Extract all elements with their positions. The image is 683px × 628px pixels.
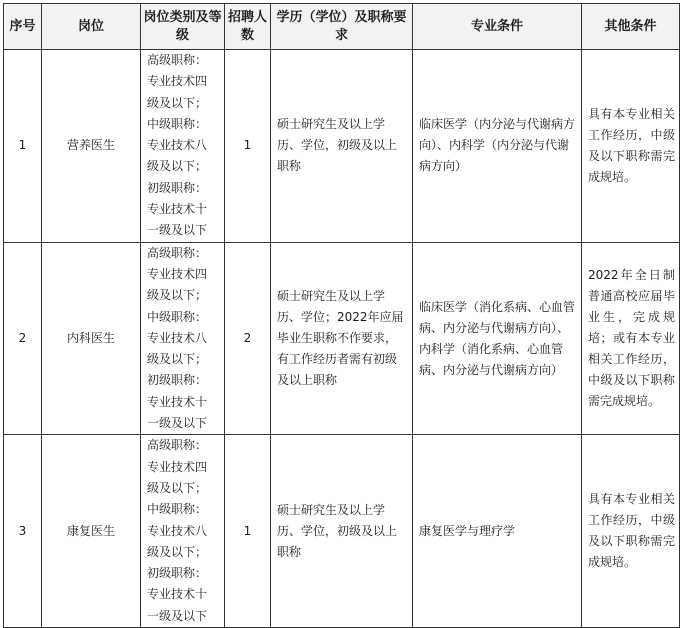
row-other: 2022年全日制普通高校应届毕业生，完成规培；或有本专业相关工作经历，中级及以下职称需完成规培。 [582,242,680,435]
row-count: 1 [225,50,271,243]
grade-line: 高级职称： [147,53,208,67]
grade-line: 中级职称： [147,309,208,324]
row-no: 2 [4,242,42,435]
header-education: 学历（学位）及职称要求 [271,4,413,50]
header-row [4,4,680,50]
row-education: 硕士研究生及以上学历、学位，初级及以上职称 [271,50,413,243]
header-position: 岗位 [42,4,141,50]
grade-line: 专业技术四 [147,74,208,89]
grade-line: 专业技术八 [147,138,208,153]
header-grade: 岗位类别及等级 [141,4,225,50]
table-row [4,435,680,628]
grade-line: 初级职称： [147,180,208,195]
recruitment-table [3,3,680,628]
row-position: 内科医生 [42,242,141,435]
grade-line: 专业技术四 [147,459,208,474]
grade-line: 专业技术十 [147,394,208,409]
header-count: 招聘人数 [225,4,271,50]
grade-line: 专业技术八 [147,523,208,538]
grade-line: 专业技术四 [147,266,208,281]
row-grade [141,435,225,628]
row-other: 具有本专业相关工作经历，中级及以下职称需完成规培。 [582,50,680,243]
row-position: 营养医生 [42,50,141,243]
grade-line: 中级职称： [147,116,208,131]
grade-line: 中级职称： [147,502,208,517]
grade-line: 专业技术八 [147,330,208,345]
grade-line: 级及以下； [147,159,208,174]
row-grade [141,242,225,435]
grade-line: 级及以下； [147,352,208,367]
row-position: 康复医生 [42,435,141,628]
grade-line: 一级及以下 [147,608,208,623]
row-grade [141,50,225,243]
header-no: 序号 [4,4,42,50]
row-major: 临床医学（内分泌与代谢病方向）、内科学（内分泌与代谢病方向） [413,50,582,243]
grade-line: 一级及以下 [147,416,208,431]
row-no: 3 [4,435,42,628]
grade-line: 级及以下； [147,288,208,303]
row-no: 1 [4,50,42,243]
grade-line: 高级职称： [147,438,208,453]
row-count: 1 [225,435,271,628]
grade-line: 专业技术十 [147,202,208,217]
grade-line: 初级职称： [147,566,208,581]
grade-line: 高级职称： [147,245,208,260]
grade-line: 一级及以下 [147,223,208,238]
row-education: 硕士研究生及以上学历、学位；2022年应届毕业生职称不作要求，有工作经历者需有初级及以上职称 [271,242,413,435]
row-other: 具有本专业相关工作经历，中级及以下职称需完成规培。 [582,435,680,628]
row-major: 康复医学与理疗学 [413,435,582,628]
grade-line: 专业技术十 [147,587,208,602]
grade-line: 级及以下； [147,95,208,110]
grade-line: 初级职称： [147,373,208,388]
grade-line: 级及以下； [147,480,208,495]
row-major: 临床医学（消化系病、心血管病、内分泌与代谢病方向）、内科学（消化系病、心血管病、内分泌与代谢病方向） [413,242,582,435]
grade-line: 级及以下； [147,544,208,559]
header-other: 其他条件 [582,4,680,50]
table-row [4,242,680,435]
row-count: 2 [225,242,271,435]
table-row [4,50,680,243]
row-education: 硕士研究生及以上学历、学位，初级及以上职称 [271,435,413,628]
header-major: 专业条件 [413,4,582,50]
